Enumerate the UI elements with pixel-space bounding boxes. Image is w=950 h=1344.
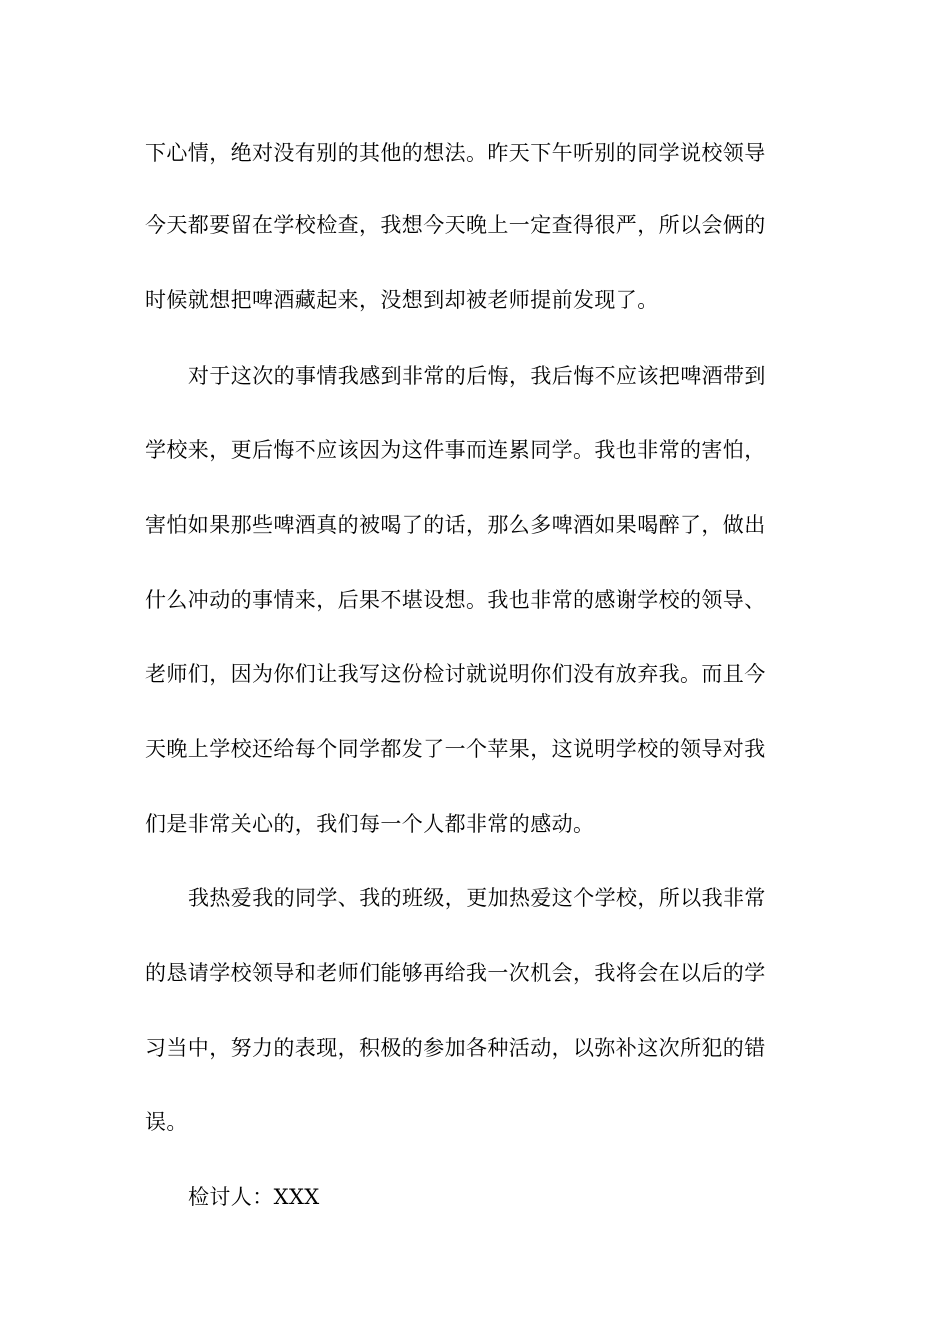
text-line: 下心情，绝对没有别的其他的想法。昨天下午听别的同学说校领导 [145,141,766,165]
paragraph-first-line: 对于这次的事情我感到非常的后悔，我后悔不应该把啤酒带到 [188,364,766,388]
signature-line: 检讨人：XXX [188,1185,320,1209]
text-line: 学校来，更后悔不应该因为这件事而连累同学。我也非常的害怕， [145,438,766,462]
paragraph-first-line: 我热爱我的同学、我的班级，更加热爱这个学校，所以我非常 [188,886,766,910]
text-line: 习当中，努力的表现，积极的参加各种活动，以弥补这次所犯的错 [145,1036,766,1060]
text-line: 什么冲动的事情来，后果不堪设想。我也非常的感谢学校的领导、 [145,588,766,612]
text-line: 的恳请学校领导和老师们能够再给我一次机会，我将会在以后的学 [145,961,766,985]
text-line: 天晚上学校还给每个同学都发了一个苹果，这说明学校的领导对我 [145,737,766,761]
text-line: 们是非常关心的，我们每一个人都非常的感动。 [145,812,595,836]
text-line: 误。 [145,1110,188,1134]
text-line: 害怕如果那些啤酒真的被喝了的话，那么多啤酒如果喝醉了，做出 [145,513,766,537]
text-line: 时候就想把啤酒藏起来，没想到却被老师提前发现了。 [145,288,659,312]
text-line: 今天都要留在学校检查，我想今天晚上一定查得很严，所以会俩的 [145,213,766,237]
text-line: 老师们，因为你们让我写这份检讨就说明你们没有放弃我。而且今 [145,662,766,686]
